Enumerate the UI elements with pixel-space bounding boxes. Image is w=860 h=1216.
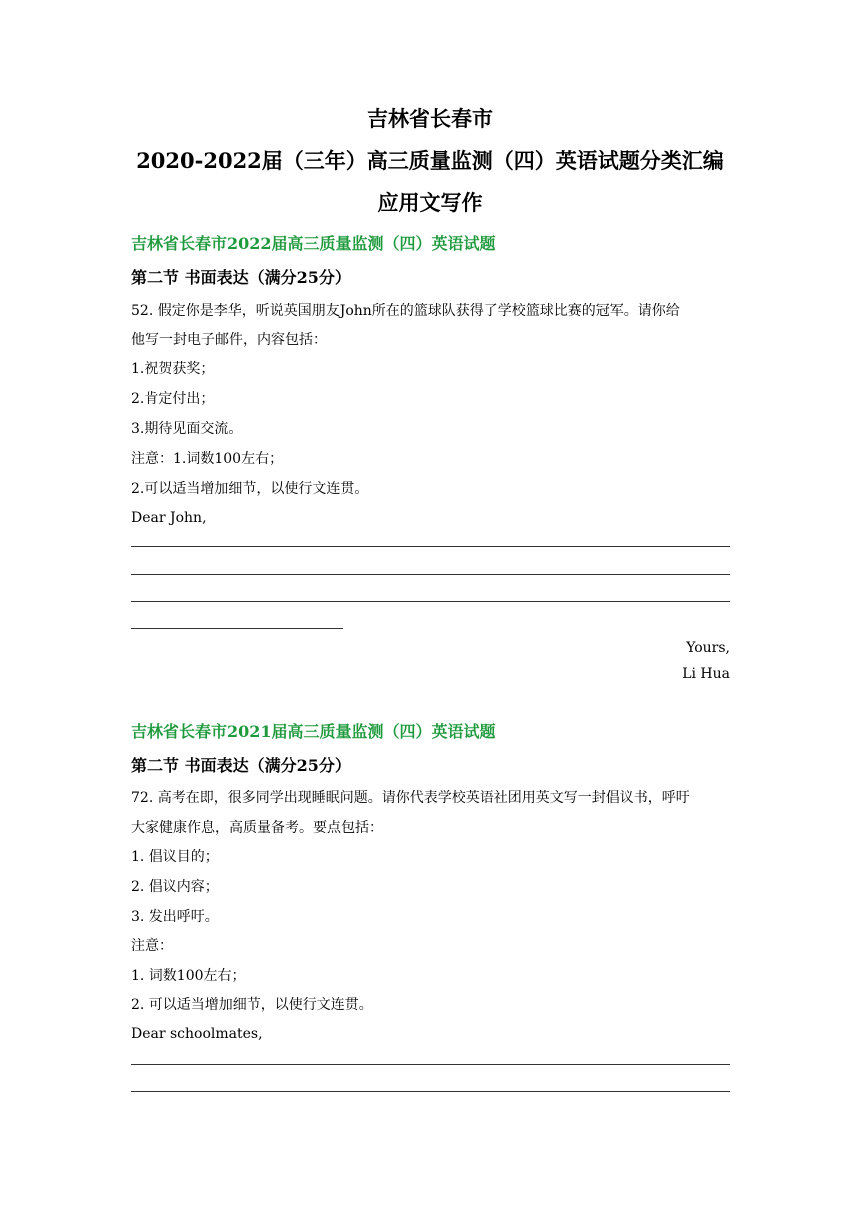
section2-salutation: Dear schoolmates, [131,1026,263,1042]
answer-line [131,546,730,547]
section2-heading: 吉林省长春市2021届高三质量监测（四）英语试题 [131,722,496,741]
section2-note-label: 注意： [131,938,173,954]
section1-point1: 1.祝贺获奖； [131,361,215,377]
answer-line [131,601,730,602]
answer-line [131,1064,730,1065]
section1-point3: 3.期待见面交流。 [131,421,243,437]
answer-line [131,574,730,575]
section2-point1: 1. 倡议目的； [131,849,219,865]
doc-title-series: 2020-2022届（三年）高三质量监测（四）英语试题分类汇编 [136,148,724,173]
section1-salutation: Dear John, [131,510,207,526]
section2-point3: 3. 发出呼吁。 [131,909,219,925]
section1-note2: 2.可以适当增加细节，以使行文连贯。 [131,481,369,497]
section1-question-line2: 他写一封电子邮件，内容包括： [131,332,327,348]
section1-heading: 吉林省长春市2022届高三质量监测（四）英语试题 [131,234,496,253]
doc-title-topic: 应用文写作 [377,190,483,215]
section2-note1: 1. 词数100左右； [131,968,246,984]
section1-subheading: 第二节 书面表达（满分25分） [131,268,351,287]
section1-note1: 注意：1.词数100左右； [131,451,284,467]
section1-point2: 2.肯定付出； [131,391,215,407]
section2-point2: 2. 倡议内容； [131,879,219,895]
section2-question-line1: 72. 高考在即，很多同学出现睡眠问题。请你代表学校英语社团用英文写一封倡议书，呼吁 [131,790,690,806]
section1-question-line1: 52. 假定你是李华，听说英国朋友John所在的篮球队获得了学校篮球比赛的冠军。请你给 [131,303,680,319]
section2-question-line2: 大家健康作息，高质量备考。要点包括： [131,820,383,836]
section1-signature: Li Hua [682,666,730,682]
doc-title-region: 吉林省长春市 [367,106,493,131]
answer-line [131,1091,730,1092]
answer-line-short [131,628,343,629]
section1-closing: Yours, [686,640,730,656]
section2-note2: 2. 可以适当增加细节，以使行文连贯。 [131,997,373,1013]
section2-subheading: 第二节 书面表达（满分25分） [131,756,351,775]
